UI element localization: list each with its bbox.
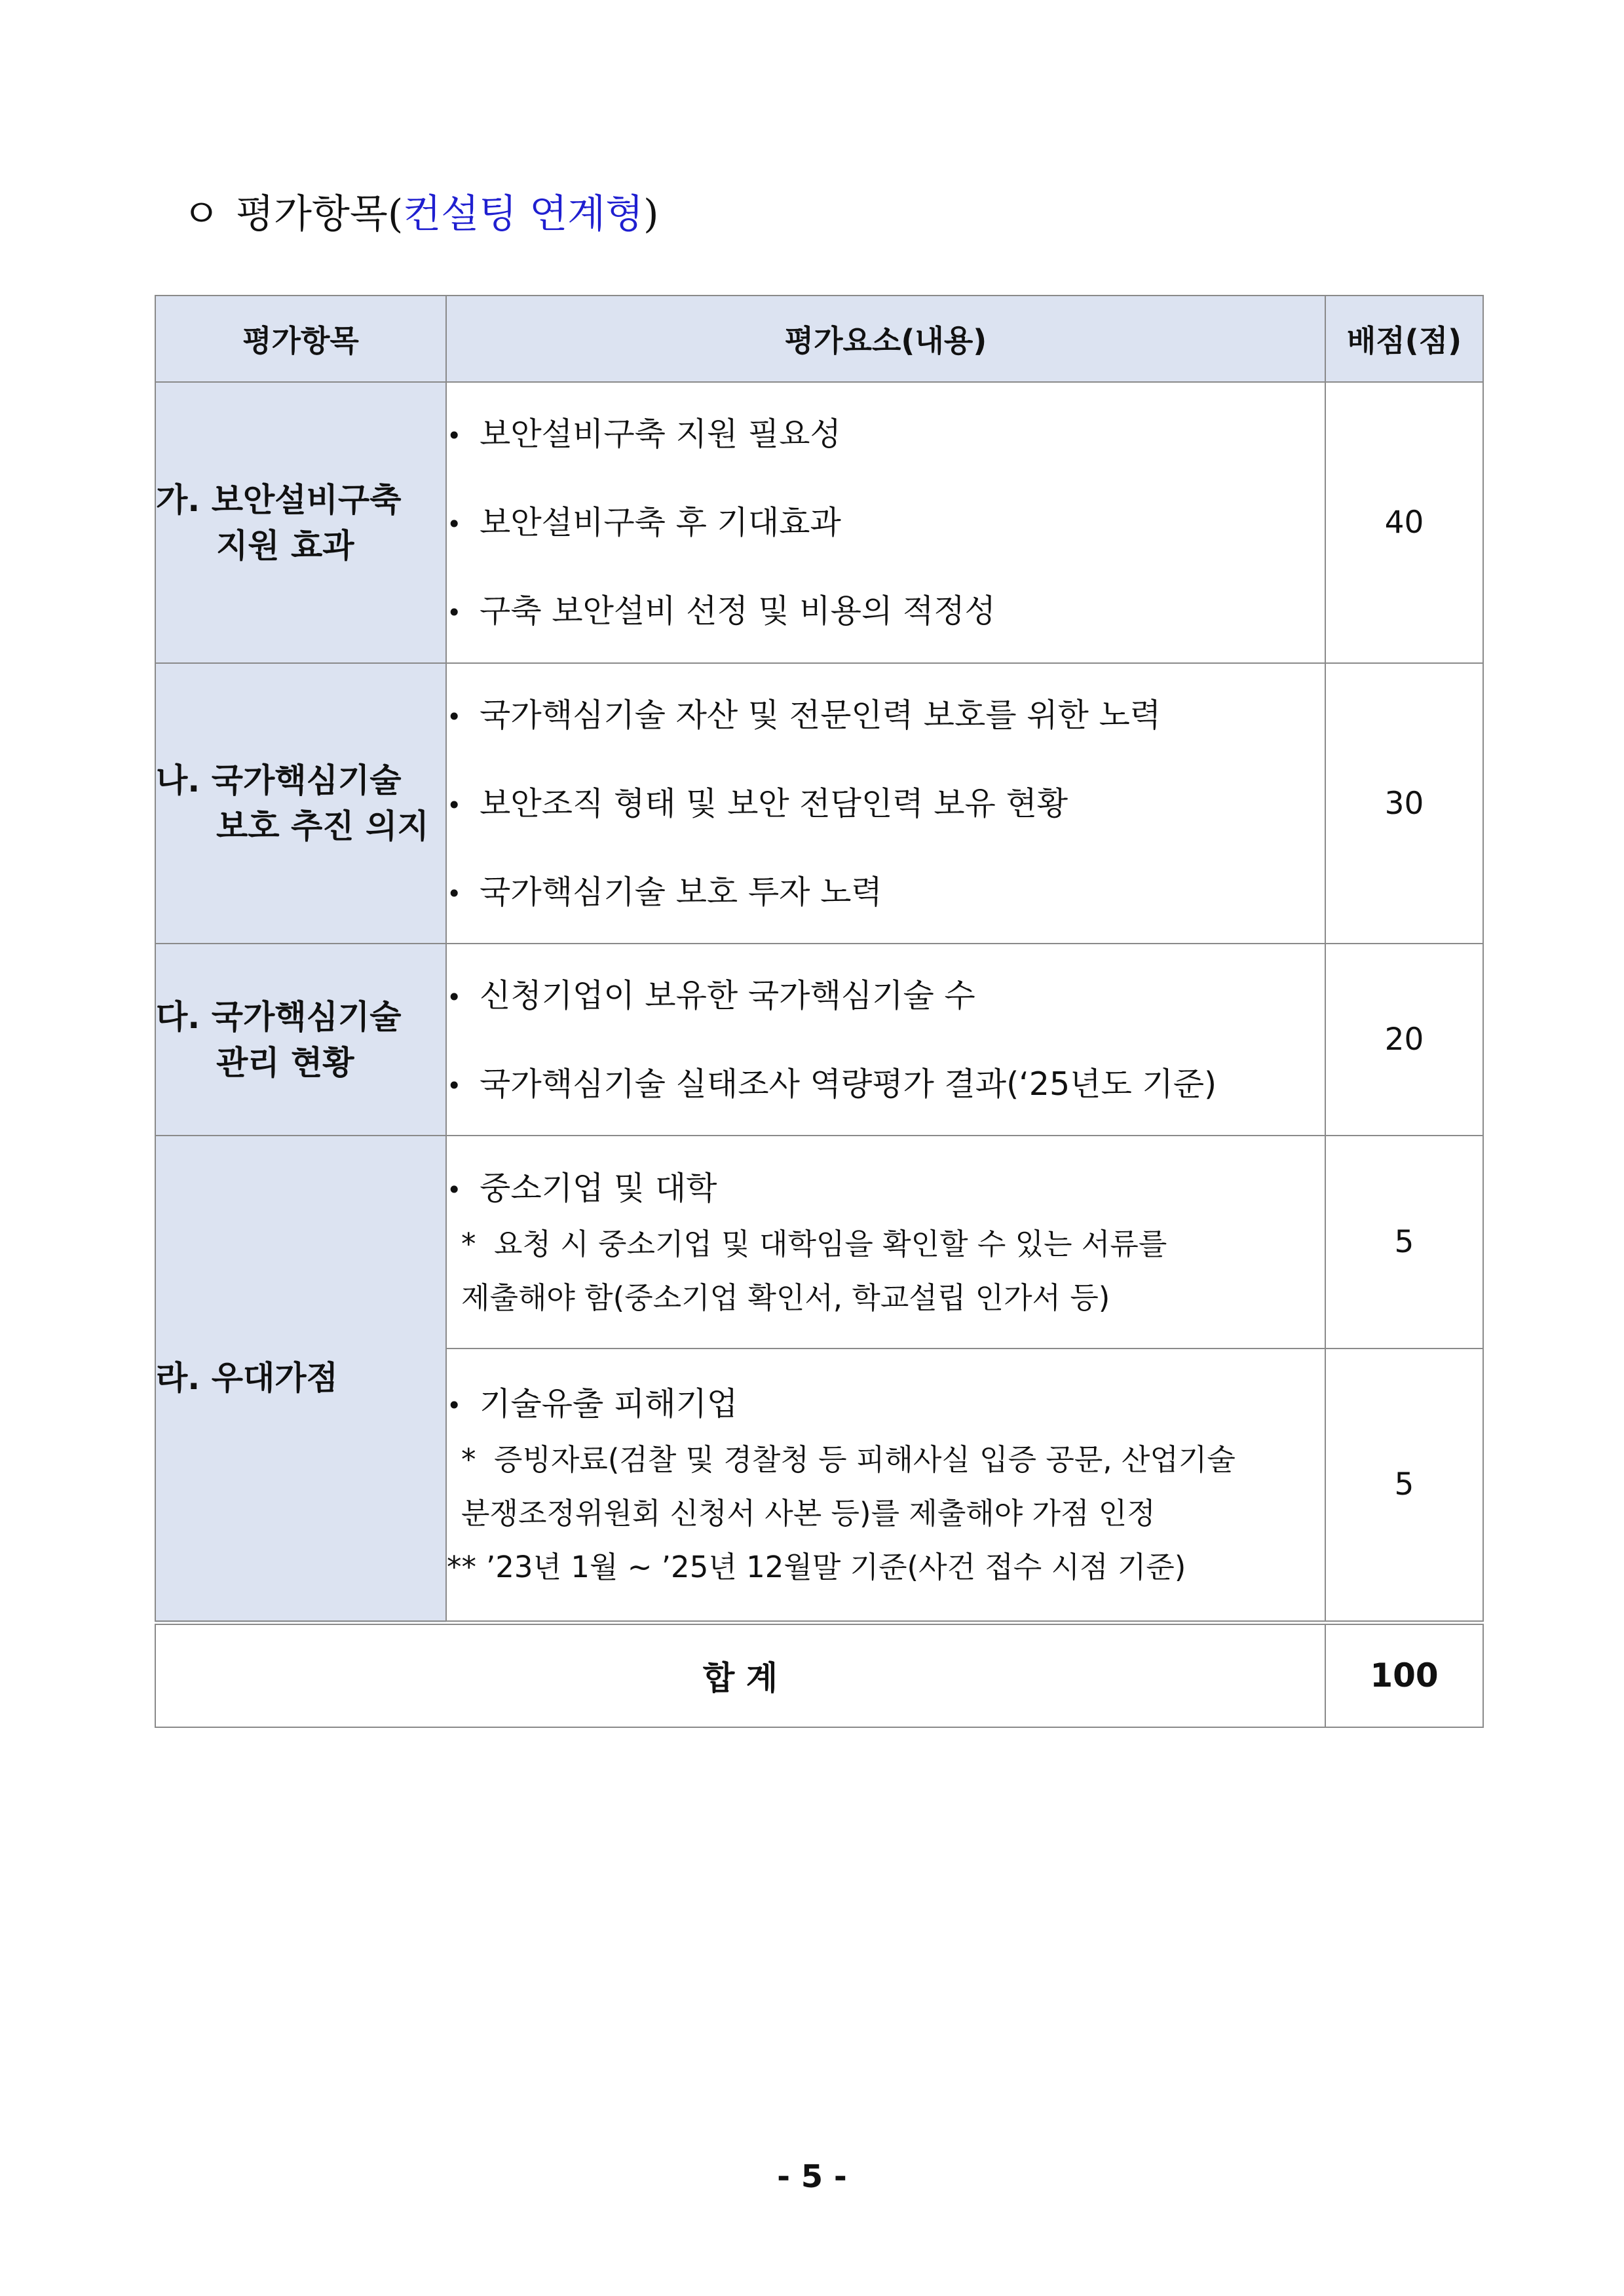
section-heading — [182, 185, 659, 244]
list-item: • 구축 보안설비 선정 및 비용의 적정성 — [447, 592, 996, 630]
list-item: • 국가핵심기술 자산 및 전문인력 보호를 위한 노력 — [447, 696, 1161, 734]
total-label: 합 계 — [155, 1622, 1325, 1727]
content-cell — [446, 382, 1325, 663]
list-item: • 신청기업이 보유한 국가핵심기술 수 — [447, 976, 975, 1014]
total-row — [155, 1622, 1483, 1727]
content-cell — [446, 944, 1325, 1136]
item-cell — [155, 1136, 446, 1622]
note-line: * 증빙자료(검찰 및 경찰청 등 피해사실 입증 공문, 산업기술 — [461, 1442, 1236, 1477]
score-cell: 5 — [1325, 1349, 1483, 1622]
heading-bullet: ㅇ — [182, 191, 220, 237]
table-row — [155, 663, 1483, 944]
table-row — [155, 1136, 1483, 1349]
list-item: • 보안조직 형태 및 보안 전담인력 보유 현황 — [447, 784, 1068, 822]
content-cell — [446, 663, 1325, 944]
table-row — [155, 944, 1483, 1136]
list-item: • 기술유출 피해기업 — [447, 1385, 738, 1423]
content-cell — [446, 1136, 1325, 1349]
list-item: • 중소기업 및 대학 — [447, 1169, 717, 1207]
content-cell — [446, 1349, 1325, 1622]
score-cell: 20 — [1325, 944, 1483, 1136]
heading-highlight: 컨설팅 연계형 — [403, 191, 644, 237]
table-header-row — [155, 296, 1483, 382]
header-score: 배점(점) — [1325, 296, 1483, 382]
item-cell — [155, 382, 446, 663]
item-label-cont: 관리 현황 — [216, 1043, 354, 1082]
heading-prefix: 평가항목( — [236, 191, 404, 237]
item-cell — [155, 663, 446, 944]
list-item: • 보안설비구축 지원 필요성 — [447, 415, 841, 453]
evaluation-table — [155, 295, 1484, 1728]
score-cell: 5 — [1325, 1136, 1483, 1349]
note-line: 분쟁조정위원회 신청서 사본 등)를 제출해야 가점 인정 — [461, 1495, 1156, 1531]
item-label: 나. 국가핵심기술 — [156, 761, 402, 799]
note-line: * 요청 시 중소기업 및 대학임을 확인할 수 있는 서류를 — [461, 1226, 1167, 1261]
list-item: • 보안설비구축 후 기대효과 — [447, 504, 841, 541]
score-cell: 30 — [1325, 663, 1483, 944]
item-label: 다. 국가핵심기술 — [156, 997, 402, 1036]
item-cell — [155, 944, 446, 1136]
table-row — [155, 382, 1483, 663]
item-label: 라. 우대가점 — [156, 1359, 338, 1398]
header-content: 평가요소(내용) — [446, 296, 1325, 382]
item-label: 가. 보안설비구축 — [156, 480, 402, 519]
score-cell: 40 — [1325, 382, 1483, 663]
heading-suffix: ) — [643, 191, 659, 237]
item-label-cont: 보호 추진 의지 — [216, 807, 429, 845]
total-score: 100 — [1325, 1622, 1483, 1727]
header-item: 평가항목 — [155, 296, 446, 382]
page-number: - 5 - — [777, 2158, 847, 2195]
list-item: • 국가핵심기술 실태조사 역량평가 결과(‘25년도 기준) — [447, 1065, 1217, 1103]
list-item: • 국가핵심기술 보호 투자 노력 — [447, 873, 882, 911]
note-line: ** ’23년 1월 ~ ’25년 12월말 기준(사건 접수 시점 기준) — [447, 1549, 1186, 1584]
item-label-cont: 지원 효과 — [216, 526, 354, 565]
note-line: 제출해야 함(중소기업 확인서, 학교설립 인가서 등) — [461, 1280, 1110, 1315]
